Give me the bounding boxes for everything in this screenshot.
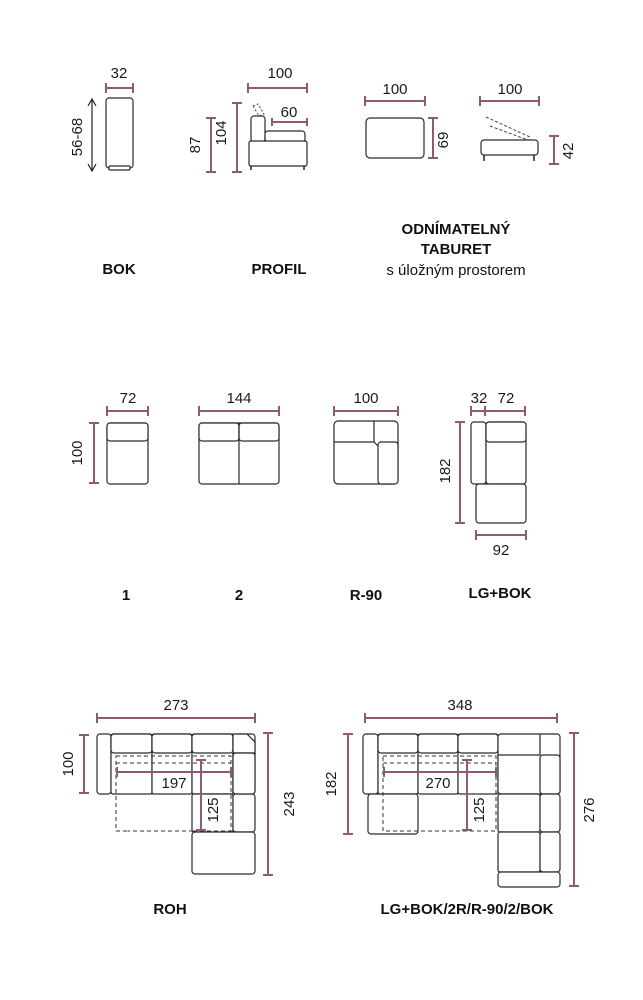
roh-inner-width: 197: [161, 775, 187, 792]
combo-inner-depth: 125: [471, 797, 488, 823]
bok-width: 32: [110, 65, 128, 82]
module-1-height: 100: [69, 440, 86, 466]
roh-width: 273: [163, 697, 189, 714]
bok-module: [69, 65, 136, 278]
profil-height-high: 104: [213, 120, 230, 146]
module-1-label: 1: [121, 587, 131, 604]
module-lgbok-label: LG+BOK: [468, 585, 532, 602]
combo-inner-width: 270: [425, 775, 451, 792]
taburet-side-width: 100: [497, 81, 523, 98]
bok-height: 56-68: [69, 117, 86, 157]
roh-total-height: 243: [281, 791, 298, 817]
lgbok-seat-width: 72: [497, 390, 515, 407]
lgbok-arm-width: 32: [470, 390, 488, 407]
lgbok-height: 182: [437, 458, 454, 484]
taburet-side-height: 42: [560, 142, 577, 160]
profil-seat-depth: 60: [280, 104, 298, 121]
taburet-title-2: TABURET: [420, 241, 492, 258]
taburet-side-view: [480, 81, 577, 164]
combo-total-height: 276: [581, 797, 598, 823]
module-r90-width: 100: [353, 390, 379, 407]
roh-left-height: 100: [60, 751, 77, 777]
taburet-subtitle: s úložným prostorem: [386, 262, 526, 279]
bok-label: BOK: [102, 261, 136, 278]
module-2-width: 144: [226, 390, 252, 407]
module-2-label: 2: [234, 587, 244, 604]
module-1-width: 72: [119, 390, 137, 407]
profil-module: [187, 65, 307, 278]
profil-label: PROFIL: [251, 261, 307, 278]
roh-layout: [60, 697, 298, 918]
combo-left-height: 182: [323, 771, 340, 797]
combo-label: LG+BOK/2R/R-90/2/BOK: [380, 901, 554, 918]
taburet-depth: 69: [435, 131, 452, 149]
roh-label: ROH: [153, 901, 187, 918]
roh-inner-depth: 125: [205, 797, 222, 823]
combo-width: 348: [447, 697, 473, 714]
module-lgbok: [437, 390, 532, 602]
module-r90-label: R-90: [349, 587, 383, 604]
module-1: [69, 390, 148, 604]
lgbok-bottom-width: 92: [492, 542, 510, 559]
combo-layout: [323, 697, 598, 918]
taburet-width: 100: [382, 81, 408, 98]
taburet-top-view: [365, 81, 452, 158]
taburet-title-1: ODNÍMATELNÝ: [401, 221, 511, 238]
profil-width: 100: [267, 65, 293, 82]
module-r90: [334, 390, 398, 604]
profil-height-low: 87: [187, 136, 204, 154]
module-2: [199, 390, 279, 604]
